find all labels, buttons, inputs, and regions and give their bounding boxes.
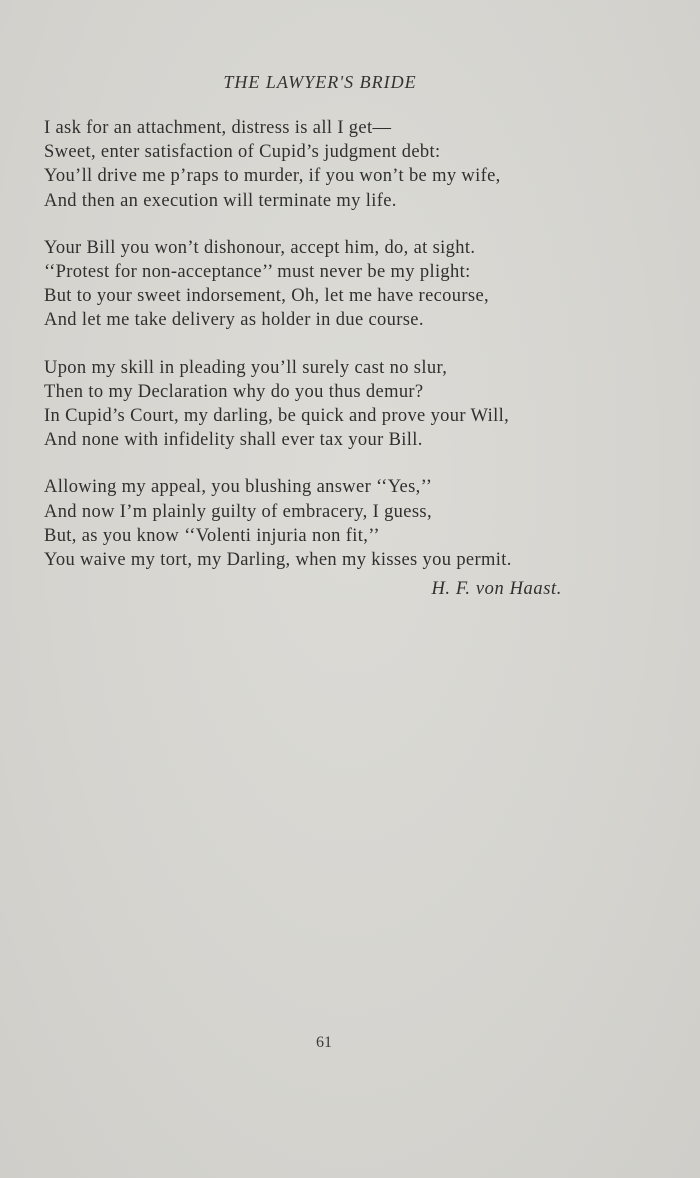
poem-line: And then an execution will terminate my life.	[44, 190, 397, 211]
poem-line: And let me take delivery as holder in due course.	[44, 310, 424, 331]
running-title: THE LAWYER'S BRIDE	[223, 72, 417, 92]
poem-line: Your Bill you won’t dishonour, accept him, do, at sight.	[44, 237, 476, 258]
poem-line: You waive my tort, my Darling, when my kisses you permit.	[44, 550, 512, 571]
page-number: 61	[316, 1034, 332, 1051]
poem-line: Allowing my appeal, you blushing answer ‘‘Yes,’’	[44, 477, 433, 498]
poem-line: But to your sweet indorsement, Oh, let me have recourse,	[44, 286, 489, 307]
poem-line: In Cupid’s Court, my darling, be quick and prove your Will,	[44, 406, 510, 427]
stanza-2	[44, 236, 644, 333]
poem	[44, 116, 644, 595]
stanza-3	[44, 356, 644, 453]
poem-line: And now I’m plainly guilty of embracery, I guess,	[44, 501, 432, 522]
poem-line: You’ll drive me p’raps to murder, if you won’t be my wife,	[44, 166, 501, 187]
poem-line: I ask for an attachment, distress is all I get—	[44, 118, 392, 138]
author-attribution: H. F. von Haast.	[431, 579, 562, 599]
stanza-4	[44, 475, 644, 572]
poem-line: But, as you know ‘‘Volenti injuria non fit,’’	[44, 525, 380, 546]
poem-line: And none with infidelity shall ever tax your Bill.	[44, 430, 423, 451]
stanza-1	[44, 116, 644, 213]
poem-line: Sweet, enter satisfaction of Cupid’s judgment debt:	[44, 142, 441, 163]
poem-line: Upon my skill in pleading you’ll surely cast no slur,	[44, 357, 448, 378]
poem-line: Then to my Declaration why do you thus demur?	[44, 381, 424, 402]
poem-line: ‘‘Protest for non-acceptance’’ must never be my plight:	[44, 262, 471, 283]
